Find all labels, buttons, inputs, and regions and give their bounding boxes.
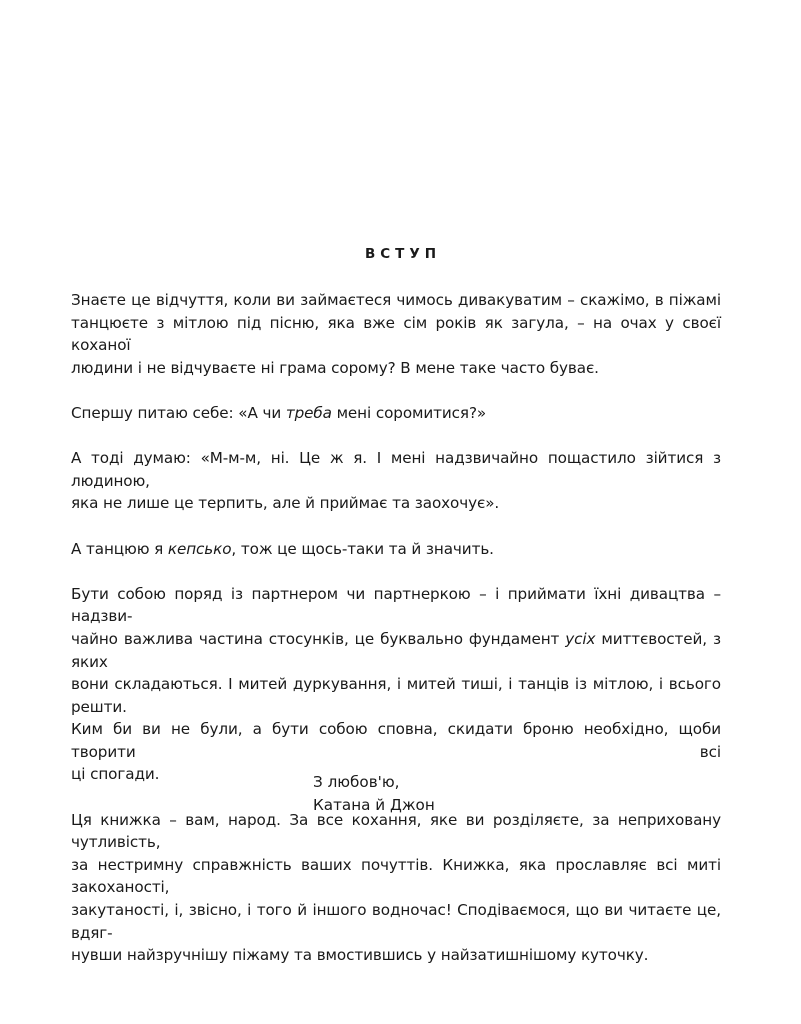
signature xyxy=(313,771,435,816)
paragraph-1-line-3: людини і не відчуваєте ні грама сорому? В мене таке часто буває. xyxy=(71,358,599,377)
paragraph-5-line-3: вони складаються. І митей дуркування, і митей тиші, і танців із мітлою, і всього решти. xyxy=(71,675,721,716)
paragraph-1-line-2: танцюєте з мітлою під пісню, яка вже сім років як загула, – на очах у своєї коханої xyxy=(71,313,721,355)
body-text xyxy=(71,289,721,967)
paragraph-1-line-1: Знаєте це відчуття, коли ви займаєтеся чимось дивакуватим – скажімо, в піжамі xyxy=(71,291,721,309)
paragraph-3-line-2: яка не лише це терпить, але й приймає та заохочує». xyxy=(71,494,500,513)
paragraph-6-line-3: закутаності, і, звісно, і того й іншого водночас! Сподіваємося, що ви читаєте це, вдяг- xyxy=(71,901,721,942)
paragraph-6-line-1: Ця книжка – вам, народ. За все кохання, яке ви розділяєте, за неприховану чутливість, xyxy=(71,810,721,852)
paragraph-4-emphasis: кепсько xyxy=(167,539,232,558)
paragraph-5-line-2-text-b: миттєвостей, з яких xyxy=(71,629,721,671)
paragraph-5-line-1: Бути собою поряд із партнером чи партнеркою – і приймати їхні дивацтва – надзви- xyxy=(71,584,721,626)
signature-line-1: З любов'ю, xyxy=(313,773,400,791)
chapter-heading: ВСТУП xyxy=(364,246,442,262)
paragraph-5-line-2-text-a: чайно важлива частина стосунків, це буквально фундамент xyxy=(71,629,566,648)
paragraph-4-text-a: А танцюю я xyxy=(71,539,168,558)
paragraph-6-line-4: нувши найзручнішу піжаму та вмостившись у найзатишнішому куточку. xyxy=(71,946,649,965)
paragraph-5-line-4: Ким би ви не були, а бути собою сповна, скидати броню необхідно, щоби творити всі xyxy=(71,720,721,761)
paragraph-2 xyxy=(71,402,721,425)
paragraph-4-text-b: , тож це щось-таки та й значить. xyxy=(231,539,494,558)
signature-line-2: Катана й Джон xyxy=(313,795,435,814)
paragraph-3-line-1: А тоді думаю: «М-м-м, ні. Це ж я. І мені надзвичайно пощастило зійтися з людиною, xyxy=(71,449,721,490)
paragraph-2-text-b: мені соромитися?» xyxy=(331,403,487,422)
paragraph-5-emphasis: усіх xyxy=(565,629,596,648)
paragraph-2-emphasis: треба xyxy=(285,403,332,422)
paragraph-2-text-a: Спершу питаю себе: «А чи xyxy=(71,403,286,422)
paragraph-4 xyxy=(71,538,721,561)
paragraph-5-line-5: ці спогади. xyxy=(71,765,160,784)
paragraph-6-line-2: за нестримну справжність ваших почуттів. Книжка, яка прославляє всі миті закоханості, xyxy=(71,855,721,897)
paragraph-5-line-2 xyxy=(71,628,721,673)
